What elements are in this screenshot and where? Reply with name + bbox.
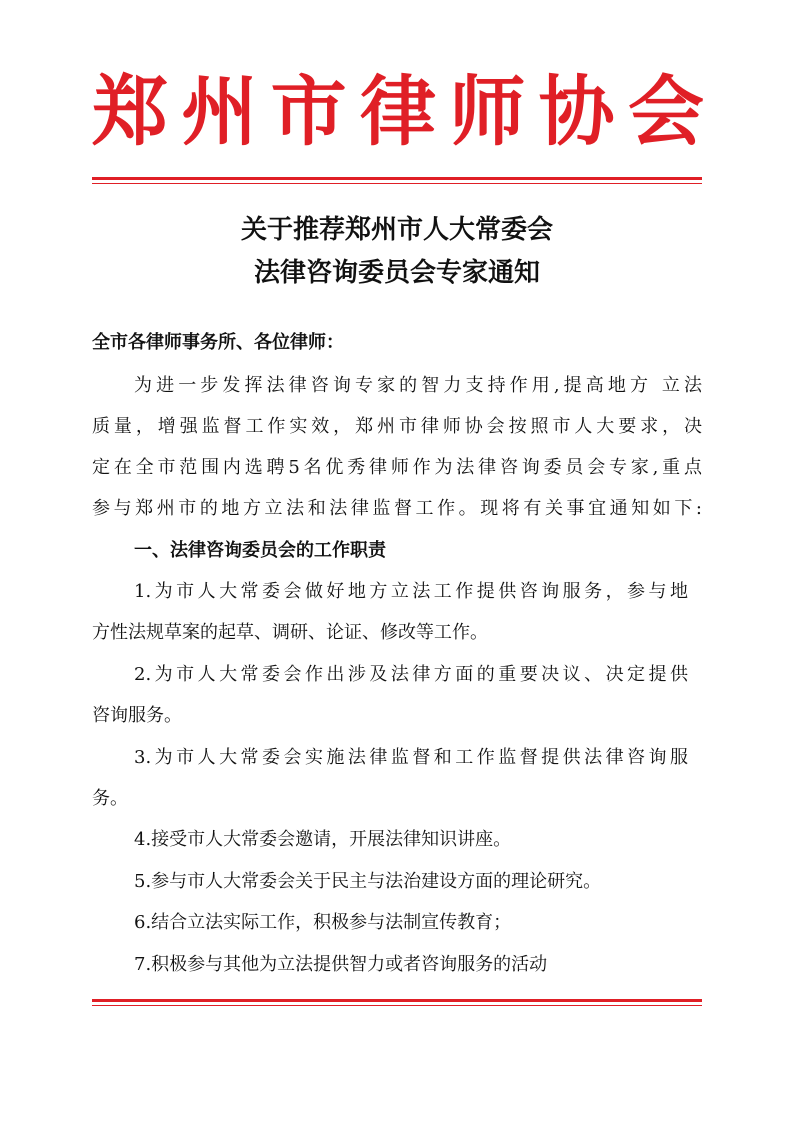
duty-item-line: 5.参与市人大常委会关于民主与法治建设方面的理论研究。 — [134, 871, 602, 892]
letterhead-char: 律 — [359, 67, 436, 156]
letterhead-char: 郑 — [92, 67, 168, 156]
duty-item-line: 3.为市人大常委会实施法律监督和工作监督提供法律咨询服 — [134, 747, 688, 768]
duty-item-line: 方性法规草案的起草、调研、论证、修改等工作。 — [92, 622, 488, 643]
duty-item-line: 务。 — [92, 788, 128, 809]
document-title-line-2: 法律咨询委员会专家通知 — [253, 258, 540, 288]
intro-line: 为进一步发挥法律咨询专家的智力支持作用,提高地方 立法 — [134, 375, 702, 396]
duty-item-line: 4.接受市人大常委会邀请，开展法律知识讲座。 — [134, 829, 512, 850]
duty-item-line: 7.积极参与其他为立法提供智力或者咨询服务的活动 — [134, 954, 548, 975]
duty-item-line: 咨询服务。 — [92, 705, 182, 726]
intro-line: 参与郑州市的地方立法和法律监督工作。现将有关事宜通知如下: — [92, 498, 702, 519]
letterhead-char: 州 — [181, 67, 258, 156]
letterhead-char: 师 — [449, 67, 526, 156]
footer-divider — [92, 999, 702, 1006]
duty-item-line: 1.为市人大常委会做好地方立法工作提供咨询服务，参与地 — [134, 581, 688, 602]
letterhead-char: 市 — [270, 67, 347, 156]
letterhead-char: 协 — [538, 67, 615, 156]
salutation: 全市各律师事务所、各位律师： — [92, 332, 344, 353]
document-title-line-1: 关于推荐郑州市人大常委会 — [240, 215, 553, 245]
section-heading: 一、法律咨询委员会的工作职责 — [134, 540, 386, 561]
intro-line: 质量，增强监督工作实效，郑州市律师协会按照市人大要求，决 — [92, 416, 702, 437]
duty-item-line: 2.为市人大常委会作出涉及法律方面的重要决议、决定提供 — [134, 664, 688, 685]
letterhead-divider-top — [92, 177, 702, 184]
letterhead-char: 会 — [627, 67, 704, 156]
duty-item-line: 6.结合立法实际工作，积极参与法制宣传教育； — [134, 912, 512, 933]
letterhead-title — [92, 64, 704, 160]
intro-line: 定在全市范围内选聘5名优秀律师作为法律咨询委员会专家,重点 — [92, 457, 702, 478]
